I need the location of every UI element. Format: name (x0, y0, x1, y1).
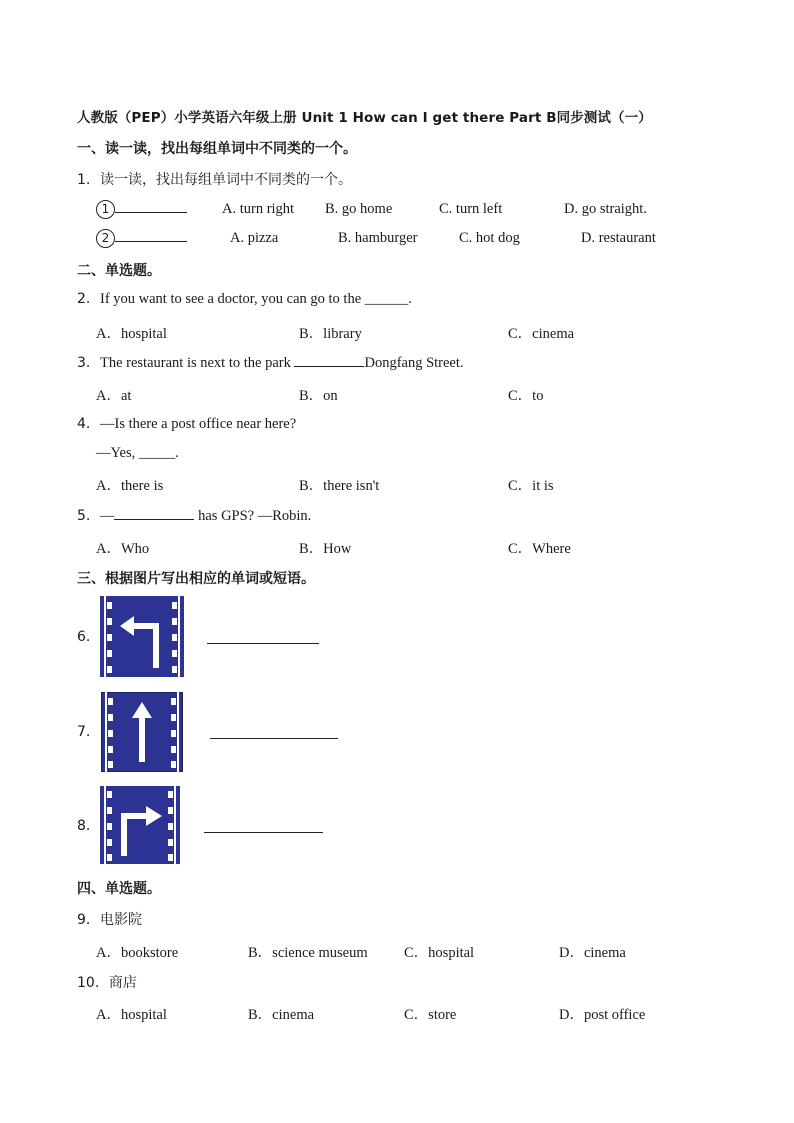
q8-answer-line[interactable] (204, 832, 323, 833)
answer-blank[interactable] (114, 506, 194, 520)
question-number: 2. (77, 291, 91, 307)
q9-option-d[interactable]: D．cinema (559, 945, 626, 961)
question-number: 5. (77, 508, 91, 524)
question-6-number: 6. (77, 629, 91, 645)
turn-right-sign-icon (100, 786, 180, 864)
q4-option-b[interactable]: B．there isn't (299, 478, 380, 494)
q10-option-b[interactable]: B．cinema (248, 1007, 315, 1023)
q10-option-a[interactable]: A．hospital (96, 1007, 167, 1023)
question-number: 9. (77, 912, 91, 928)
page-title: 人教版（PEP）小学英语六年级上册 Unit 1 How can I get there Part B同步测试（一） (77, 110, 652, 126)
q1-row-2-option-a: A. pizza (230, 230, 279, 246)
q2-option-c[interactable]: C．cinema (508, 326, 575, 342)
q10-option-d[interactable]: D．post office (559, 1007, 646, 1023)
question-10 (77, 972, 137, 992)
q1-row-2-option-c: C. hot dog (459, 230, 520, 246)
q2-option-a[interactable]: A．hospital (96, 326, 167, 342)
answer-blank[interactable] (115, 228, 187, 242)
q9-option-a[interactable]: A．bookstore (96, 945, 179, 961)
answer-blank[interactable] (115, 199, 187, 213)
question-7-number: 7. (77, 724, 91, 740)
q1-row-1-option-d: D. go straight. (564, 201, 647, 217)
q4-option-a[interactable]: A．there is (96, 478, 164, 494)
q2-option-b[interactable]: B．library (299, 326, 362, 342)
q5-option-c[interactable]: C．Where (508, 541, 571, 557)
q5-option-b[interactable]: B．How (299, 541, 352, 557)
go-straight-sign-icon (101, 692, 183, 772)
question-text: —Is there a post office near here? (99, 416, 297, 432)
question-number: 4. (77, 416, 91, 432)
q10-option-c[interactable]: C．store (404, 1007, 457, 1023)
q7-answer-line[interactable] (210, 738, 338, 739)
question-number: 3. (77, 355, 91, 371)
q1-row-1-option-c: C. turn left (439, 201, 503, 217)
question-4 (77, 416, 296, 433)
q3-option-a[interactable]: A．at (96, 388, 132, 404)
question-3 (77, 353, 464, 372)
q4-response-line: —Yes, _____. (96, 445, 179, 461)
circled-number: 2 (96, 229, 115, 248)
question-text: 读一读，找出每组单词中不同类的一个。 (99, 172, 352, 188)
q1-row-1-option-b: B. go home (325, 201, 393, 217)
q4-option-c[interactable]: C．it is (508, 478, 554, 494)
turn-left-sign-icon (100, 596, 184, 677)
q5-option-a[interactable]: A．Who (96, 541, 150, 557)
question-8-number: 8. (77, 818, 91, 834)
question-5 (77, 506, 311, 525)
question-1 (77, 169, 352, 189)
section-2-heading: 二、单选题。 (77, 263, 161, 279)
q1-row-2-option-b: B. hamburger (338, 230, 418, 246)
q9-option-c[interactable]: C．hospital (404, 945, 475, 961)
question-9 (77, 909, 142, 929)
question-text-after: has GPS? —Robin. (194, 508, 312, 524)
q6-answer-line[interactable] (207, 643, 319, 644)
question-text: If you want to see a doctor, you can go to the ______. (99, 291, 412, 307)
circled-number: 1 (96, 200, 115, 219)
question-text: 商店 (108, 975, 137, 991)
q9-option-b[interactable]: B．science museum (248, 945, 368, 961)
q1-row-1-option-a: A. turn right (222, 201, 295, 217)
section-1-heading: 一、读一读，找出每组单词中不同类的一个。 (77, 141, 357, 157)
answer-blank[interactable] (294, 353, 364, 367)
question-2 (77, 291, 412, 308)
question-text: 电影院 (99, 912, 142, 928)
question-number: 1. (77, 172, 91, 188)
question-number: 10. (77, 975, 100, 991)
section-4-heading: 四、单选题。 (77, 881, 161, 897)
question-text-before: The restaurant is next to the park (99, 355, 295, 371)
q3-option-c[interactable]: C．to (508, 388, 544, 404)
q1-row-1-blank[interactable] (96, 199, 187, 219)
q1-row-2-blank[interactable] (96, 228, 187, 248)
section-3-heading: 三、根据图片写出相应的单词或短语。 (77, 571, 315, 587)
question-text-before: — (99, 508, 115, 524)
question-text-after: Dongfang Street. (364, 355, 464, 371)
q1-row-2-option-d: D. restaurant (581, 230, 656, 246)
q3-option-b[interactable]: B．on (299, 388, 338, 404)
